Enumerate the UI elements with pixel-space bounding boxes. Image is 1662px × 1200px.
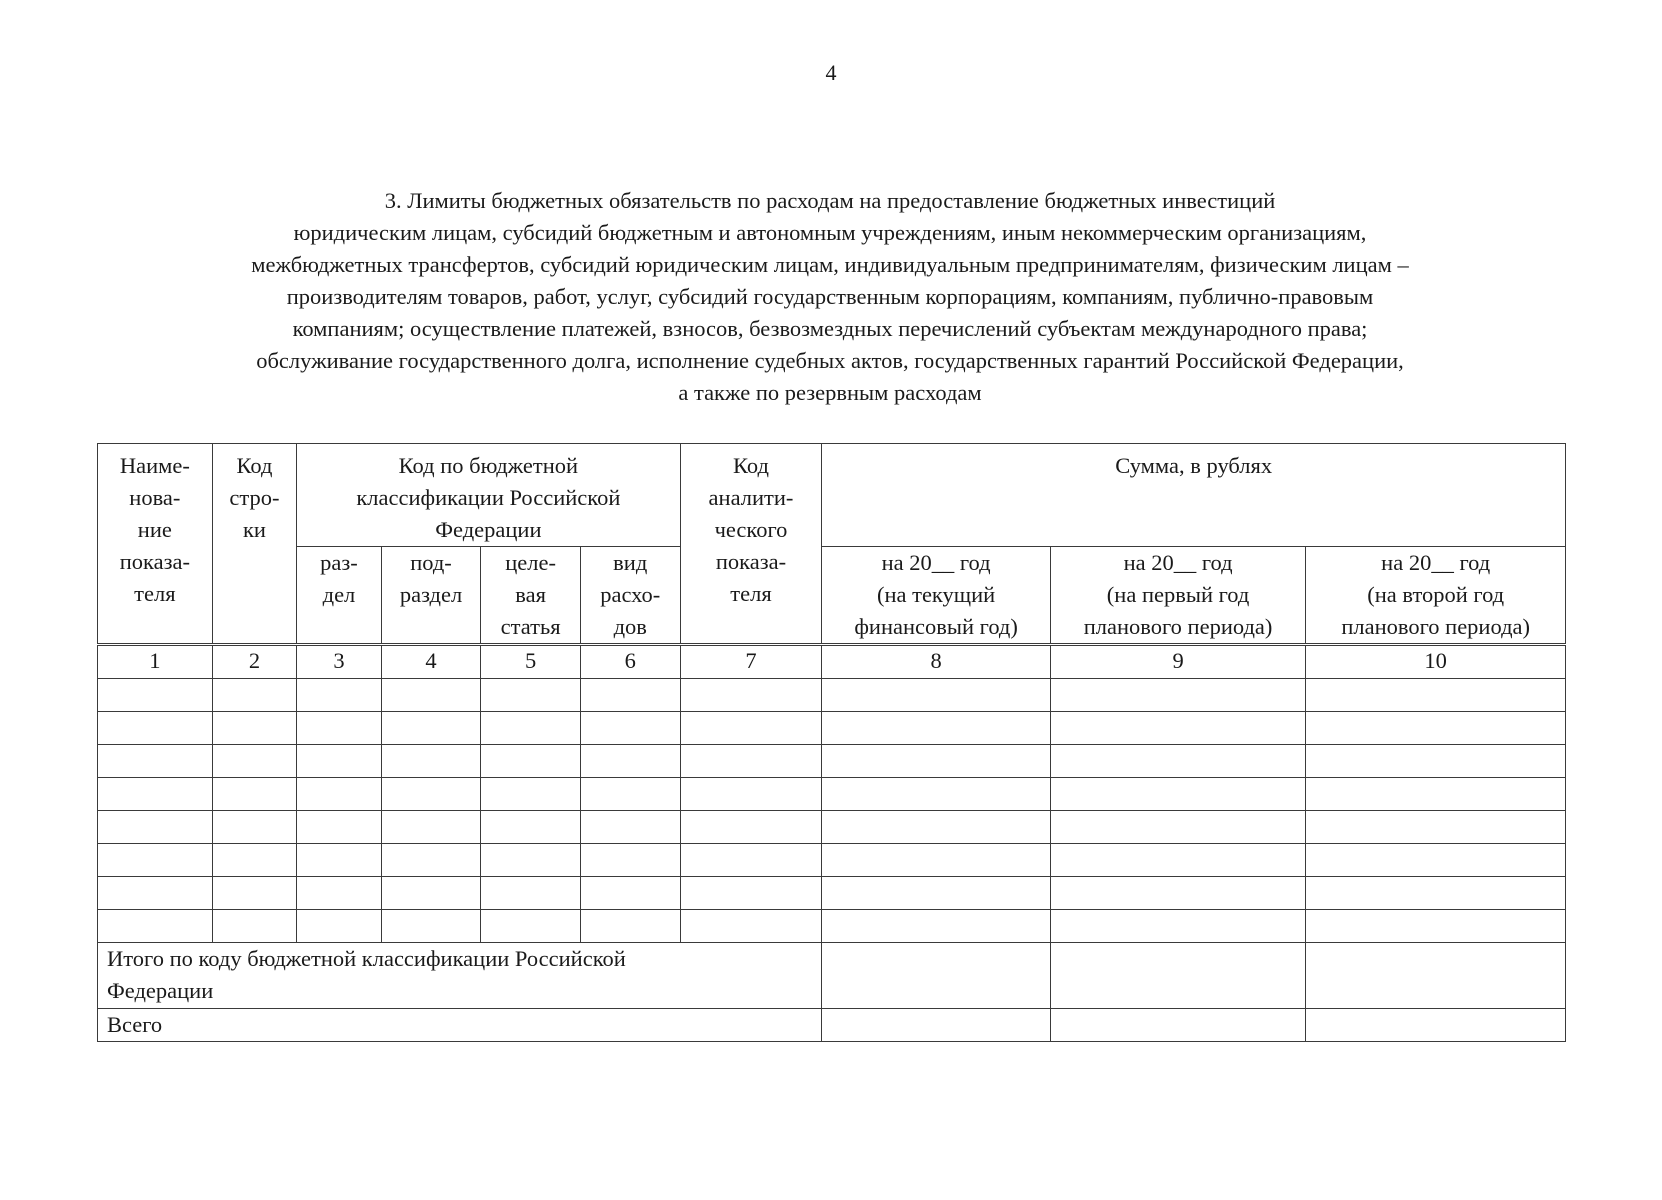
table-cell [297,745,382,778]
header-year-second: на 20__ год (на второй год планового периода) [1306,547,1566,645]
table-cell [822,679,1050,712]
table-cell [1050,679,1306,712]
table-cell [297,679,382,712]
table-cell [481,877,581,910]
table-cell [822,943,1050,1009]
table-cell [297,910,382,943]
table-cell [98,877,213,910]
section-title [90,185,1570,409]
table-cell [580,778,680,811]
table-cell [381,811,481,844]
table-cell [297,844,382,877]
table-cell [1050,811,1306,844]
table-cell [1306,811,1566,844]
column-number: 10 [1306,645,1566,679]
table-cell [98,910,213,943]
table-cell [822,712,1050,745]
table-row [98,811,1566,844]
header-row-sub [98,547,1566,645]
table-cell [1050,910,1306,943]
table-cell [212,679,297,712]
table-cell [580,811,680,844]
table-cell [481,778,581,811]
title-line: а также по резервным расходам [678,380,982,405]
table-row [98,712,1566,745]
table-cell [1306,943,1566,1009]
table-cell [822,844,1050,877]
table-row [98,877,1566,910]
table-cell [822,910,1050,943]
title-line: производителям товаров, работ, услуг, субсидий государственным корпорациям, компаниям, публично-правовым [286,284,1374,309]
table-cell [381,910,481,943]
column-number: 6 [580,645,680,679]
table-cell [1050,943,1306,1009]
header-analytic-code: Код аналити- ческого показа- теля [680,444,822,645]
table-cell [1050,844,1306,877]
table-cell [98,712,213,745]
table-cell [212,811,297,844]
table-cell [580,877,680,910]
table-cell [1050,1009,1306,1042]
table-cell [680,679,822,712]
table-cell [580,679,680,712]
header-row-code: Код стро- ки [212,444,297,645]
table-cell [297,778,382,811]
table-cell [381,844,481,877]
table-cell [580,844,680,877]
table-cell [1306,745,1566,778]
table-cell [1050,712,1306,745]
table-cell [680,844,822,877]
total-by-code-label: Итого по коду бюджетной классификации Российской Федерации [98,943,822,1009]
table-cell [481,679,581,712]
table-cell [1050,745,1306,778]
table-row [98,778,1566,811]
table-cell [212,910,297,943]
table-cell [212,778,297,811]
table-cell [1306,1009,1566,1042]
header-year-first: на 20__ год (на первый год планового периода) [1050,547,1306,645]
table-cell [822,877,1050,910]
table-cell [481,910,581,943]
header-expense-type: вид расхо- дов [580,547,680,645]
table-cell [481,844,581,877]
title-line: 3. Лимиты бюджетных обязательств по расходам на предоставление бюджетных инвестиций [384,188,1276,213]
limits-table [97,443,1566,1042]
table-row [98,679,1566,712]
table-cell [680,745,822,778]
table-cell [212,712,297,745]
table-cell [580,910,680,943]
table-cell [98,811,213,844]
table-cell [481,745,581,778]
table-cell [680,877,822,910]
table-cell [381,745,481,778]
table-cell [680,778,822,811]
column-number-row [98,645,1566,679]
column-number: 4 [381,645,481,679]
table-row [98,844,1566,877]
table-cell [680,910,822,943]
header-year-current: на 20__ год (на текущий финансовый год) [822,547,1050,645]
table-row [98,745,1566,778]
header-razdel: раз- дел [297,547,382,645]
column-number: 8 [822,645,1050,679]
header-podrazdel: под- раздел [381,547,481,645]
total-by-code-row [98,943,1566,1009]
title-line: межбюджетных трансфертов, субсидий юридическим лицам, индивидуальным предпринимателям, физическим лицам – [251,252,1409,277]
table-cell [98,844,213,877]
table-cell [1306,910,1566,943]
table-cell [297,877,382,910]
table-cell [381,679,481,712]
header-target-article: целе- вая статья [481,547,581,645]
table-cell [580,712,680,745]
table-cell [822,778,1050,811]
table-cell [822,1009,1050,1042]
table-cell [212,844,297,877]
title-line: компаниям; осуществление платежей, взносов, безвозмездных перечислений субъектам международного права; [292,316,1368,341]
table-cell [381,877,481,910]
table-cell [381,712,481,745]
header-indicator-name: Наиме- нова- ние показа- теля [98,444,213,645]
column-number: 7 [680,645,822,679]
table-cell [98,745,213,778]
table-cell [1306,679,1566,712]
grand-total-row [98,1009,1566,1042]
column-number: 3 [297,645,382,679]
table-cell [1306,877,1566,910]
table-cell [212,745,297,778]
header-sum: Сумма, в рублях [822,444,1566,547]
column-number: 2 [212,645,297,679]
table-cell [98,679,213,712]
table-cell [481,811,581,844]
header-row-top [98,444,1566,547]
table-cell [580,745,680,778]
table-cell [1306,712,1566,745]
table-cell [1050,778,1306,811]
header-budget-classification-code: Код по бюджетной классификации Российской Федерации [297,444,680,547]
column-number: 9 [1050,645,1306,679]
table-cell [822,811,1050,844]
column-number: 1 [98,645,213,679]
page-number: 4 [825,60,837,85]
table-cell [1306,778,1566,811]
table-cell [98,778,213,811]
table-cell [481,712,581,745]
table-cell [297,712,382,745]
table-cell [381,778,481,811]
title-line: обслуживание государственного долга, исполнение судебных актов, государственных гарантий Российской Федерации, [256,348,1404,373]
table-cell [680,712,822,745]
table-cell [680,811,822,844]
grand-total-label: Всего [98,1009,822,1042]
table-cell [1306,844,1566,877]
table-row [98,910,1566,943]
table-cell [822,745,1050,778]
table-cell [297,811,382,844]
title-line: юридическим лицам, субсидий бюджетным и автономным учреждениям, иным некоммерческим организациям, [293,220,1367,245]
table-cell [1050,877,1306,910]
column-number: 5 [481,645,581,679]
table-cell [212,877,297,910]
